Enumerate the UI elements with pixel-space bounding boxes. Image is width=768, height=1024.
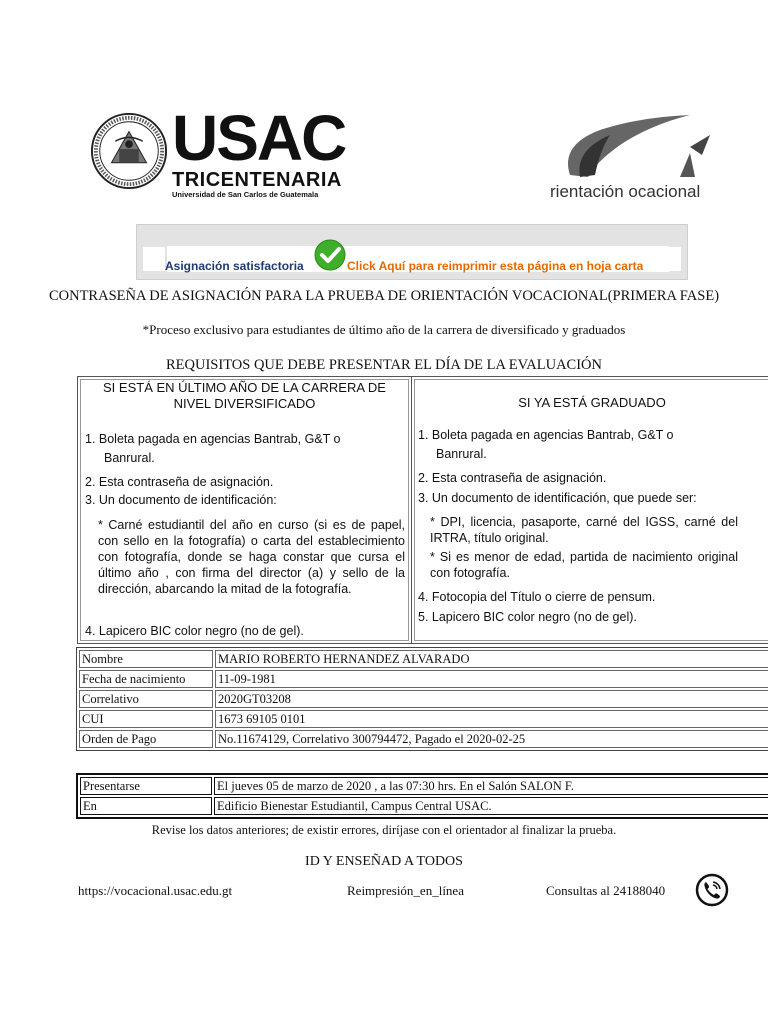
left-heading-line2: NIVEL DIVERSIFICADO (173, 396, 316, 411)
right-sub-1: * DPI, licencia, pasaporte, carné del IGSS, carné del IRTRA, título original. (430, 515, 738, 545)
banner-left-box (143, 247, 165, 271)
row-value: Edificio Bienestar Estudiantil, Campus Central USAC. (214, 797, 768, 815)
tricentenaria-text: TRICENTENARIA (172, 169, 342, 191)
left-item-4: 4. Lapicero BIC color negro (no de gel). (85, 624, 304, 638)
right-item-4: 4. Fotocopia del Título o cierre de pensum. (418, 590, 656, 604)
row-label: Nombre (79, 650, 213, 668)
left-item-1-cont: Banrural. (104, 451, 155, 465)
row-label: En (80, 797, 212, 815)
footer-phone-info: Consultas al 24188040 (546, 883, 666, 898)
right-item-5: 5. Lapicero BIC color negro (no de gel). (418, 610, 637, 624)
assignment-status: Asignación satisfactoria (165, 259, 304, 273)
table-row (79, 710, 768, 728)
orientacion-logo-text: rientación ocacional (550, 182, 701, 201)
presentation-table (76, 773, 768, 819)
check-icon (314, 239, 346, 271)
row-value: 11-09-1981 (215, 670, 768, 688)
left-item-3: 3. Un documento de identificación: (85, 493, 277, 507)
usac-seal-logo (90, 112, 168, 190)
row-label: Fecha de nacimiento (79, 670, 213, 688)
table-row (79, 730, 768, 748)
requirements-table (77, 376, 768, 644)
row-label: Presentarse (80, 777, 212, 795)
university-name: Universidad de San Carlos de Guatemala (172, 190, 319, 199)
phone-icon (695, 873, 729, 907)
row-value: 1673 69105 0101 (215, 710, 768, 728)
left-sub-1: * Carné estudiantil del año en curso (si es de papel, con sello en la fotografía) o carta del establecimiento con fotografía, donde se haga constar que cursa el último año , con firma del director (a) y sello de la dirección, abarcando la mitad de la fotografía. (98, 518, 405, 596)
table-row (79, 690, 768, 708)
left-column-heading (82, 380, 407, 412)
footer-reprint-link[interactable]: Reimpresión_en_línea (347, 883, 464, 898)
right-item-2: 2. Esta contraseña de asignación. (418, 471, 607, 485)
row-label: Orden de Pago (79, 730, 213, 748)
page-subtitle: *Proceso exclusivo para estudiantes de último año de la carrera de diversificado y graduados (142, 322, 626, 337)
row-value: MARIO ROBERTO HERNANDEZ ALVARADO (215, 650, 768, 668)
assignment-banner (136, 224, 688, 280)
row-value: 2020GT03208 (215, 690, 768, 708)
student-data-table (76, 647, 768, 751)
right-item-1-cont: Banrural. (436, 447, 487, 461)
orientacion-vocacional-logo (540, 105, 745, 205)
requirements-title: REQUISITOS QUE DEBE PRESENTAR EL DÍA DE LA EVALUACIÓN (166, 357, 602, 373)
row-label: Correlativo (79, 690, 213, 708)
motto: ID Y ENSEÑAD A TODOS (305, 854, 463, 869)
requirements-left-column (80, 379, 409, 641)
table-row (79, 650, 768, 668)
row-label: CUI (79, 710, 213, 728)
column-divider (411, 377, 412, 643)
banner-right-box (659, 247, 681, 271)
page-title: CONTRASEÑA DE ASIGNACIÓN PARA LA PRUEBA DE ORIENTACIÓN VOCACIONAL(PRIMERA FASE) (48, 288, 720, 304)
right-item-3: 3. Un documento de identificación, que puede ser: (418, 491, 697, 505)
right-item-1: 1. Boleta pagada en agencias Bantrab, G&T o (418, 428, 674, 442)
left-item-2: 2. Esta contraseña de asignación. (85, 475, 274, 489)
usac-logo (172, 102, 346, 199)
footer-url-link[interactable]: https://vocacional.usac.edu.gt (78, 883, 233, 898)
reprint-link[interactable]: Click Aquí para reimprimir esta página en hoja carta (347, 259, 644, 273)
left-heading-line1: SI ESTÁ EN ÚLTIMO AÑO DE LA CARRERA DE (103, 380, 386, 395)
table-row (79, 670, 768, 688)
table-row (80, 797, 768, 815)
row-value: No.11674129, Correlativo 300794472, Pagado el 2020-02-25 (215, 730, 768, 748)
table-row (80, 777, 768, 795)
row-value: El jueves 05 de marzo de 2020 , a las 07:30 hrs. En el Salón SALON F. (214, 777, 768, 795)
usac-wordmark: USAC (172, 102, 346, 174)
left-item-1: 1. Boleta pagada en agencias Bantrab, G&T o (85, 432, 341, 446)
right-column-heading: SI YA ESTÁ GRADUADO (518, 395, 666, 410)
review-notice: Revise los datos anteriores; de existir errores, diríjase con el orientador al finalizar la prueba. (151, 823, 617, 837)
right-sub-2: * Si es menor de edad, partida de nacimiento original con fotografía. (430, 550, 738, 580)
